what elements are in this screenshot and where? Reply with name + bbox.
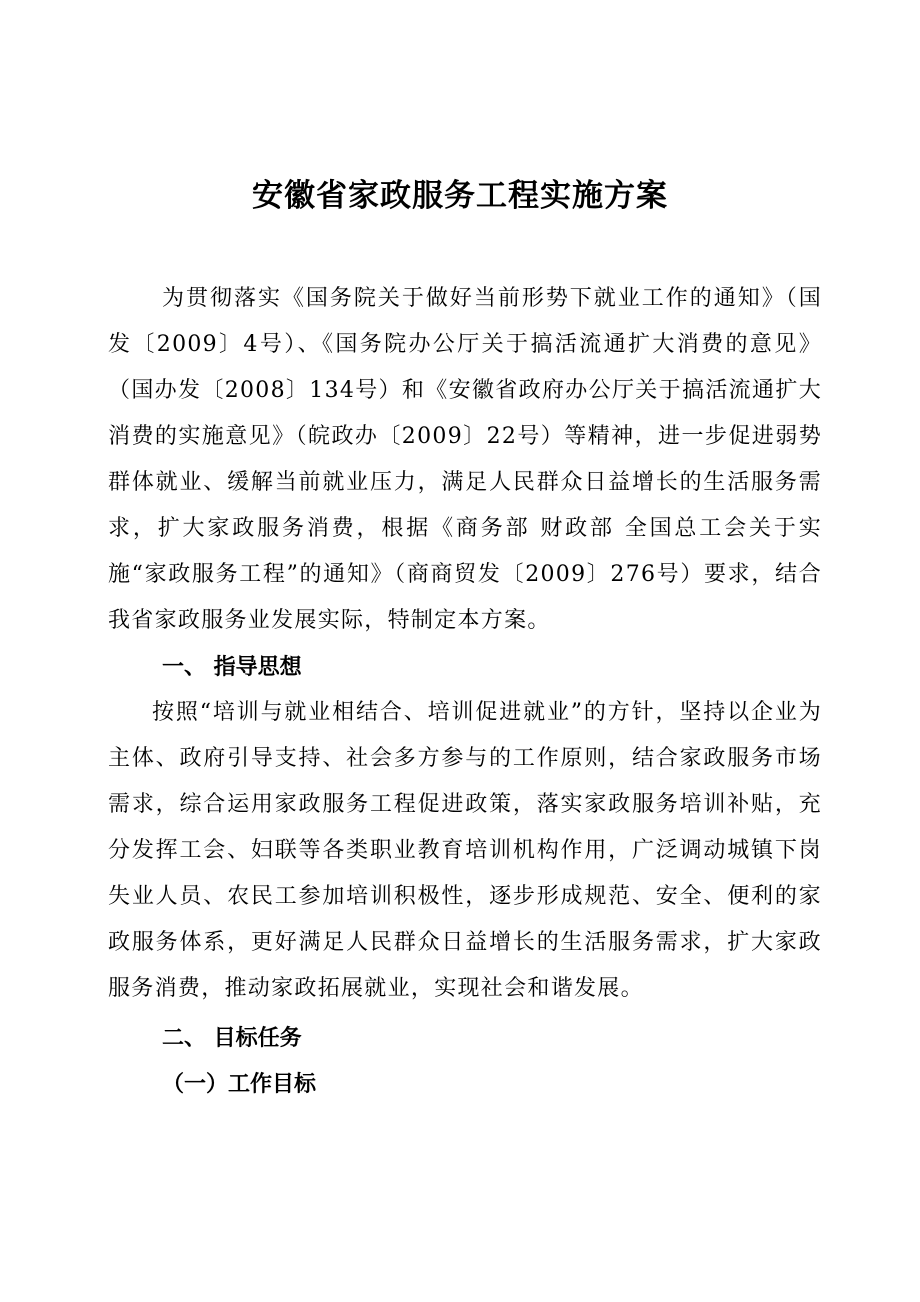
section-heading-goals: 二、 目标任务 (162, 1026, 302, 1051)
intro-paragraph: 为贯彻落实《国务院关于做好当前形势下就业工作的通知》（国发〔2009〕4号）、《国务院办公厅关于搞活流通扩大消费的意见》（国办发〔2008〕134号）和《安徽省政府办公厅关于搞活流通扩大消费的实施意见》（皖政办〔2009〕22号）等精神，进一步促进弱势群体就业、缓解当前就业压力，满足人民群众日益增长的生活服务需求，扩大家政服务消费，根据《商务部 财政部 全国总工会关于实施“家政服务工程”的通知》（商商贸发〔2009〕276号）要求，结合我省家政服务业发展实际，特制定本方案。 (108, 286, 822, 633)
guiding-ideology-paragraph: 按照“培训与就业相结合、培训促进就业”的方针，坚持以企业为主体、政府引导支持、社会多方参与的工作原则，结合家政服务市场需求，综合运用家政服务工程促进政策，落实家政服务培训补贴，充分发挥工会、妇联等各类职业教育培训机构作用，广泛调动城镇下岗失业人员、农民工参加培训积极性，逐步形成规范、安全、便利的家政服务体系，更好满足人民群众日益增长的生活服务需求，扩大家政服务消费，推动家政拓展就业，实现社会和谐发展。 (108, 700, 822, 1001)
document-title: 安徽省家政服务工程实施方案 (252, 178, 668, 214)
section-heading-guiding-ideology: 一、 指导思想 (162, 655, 302, 680)
subsection-heading-work-goals: （一）工作目标 (162, 1072, 317, 1097)
